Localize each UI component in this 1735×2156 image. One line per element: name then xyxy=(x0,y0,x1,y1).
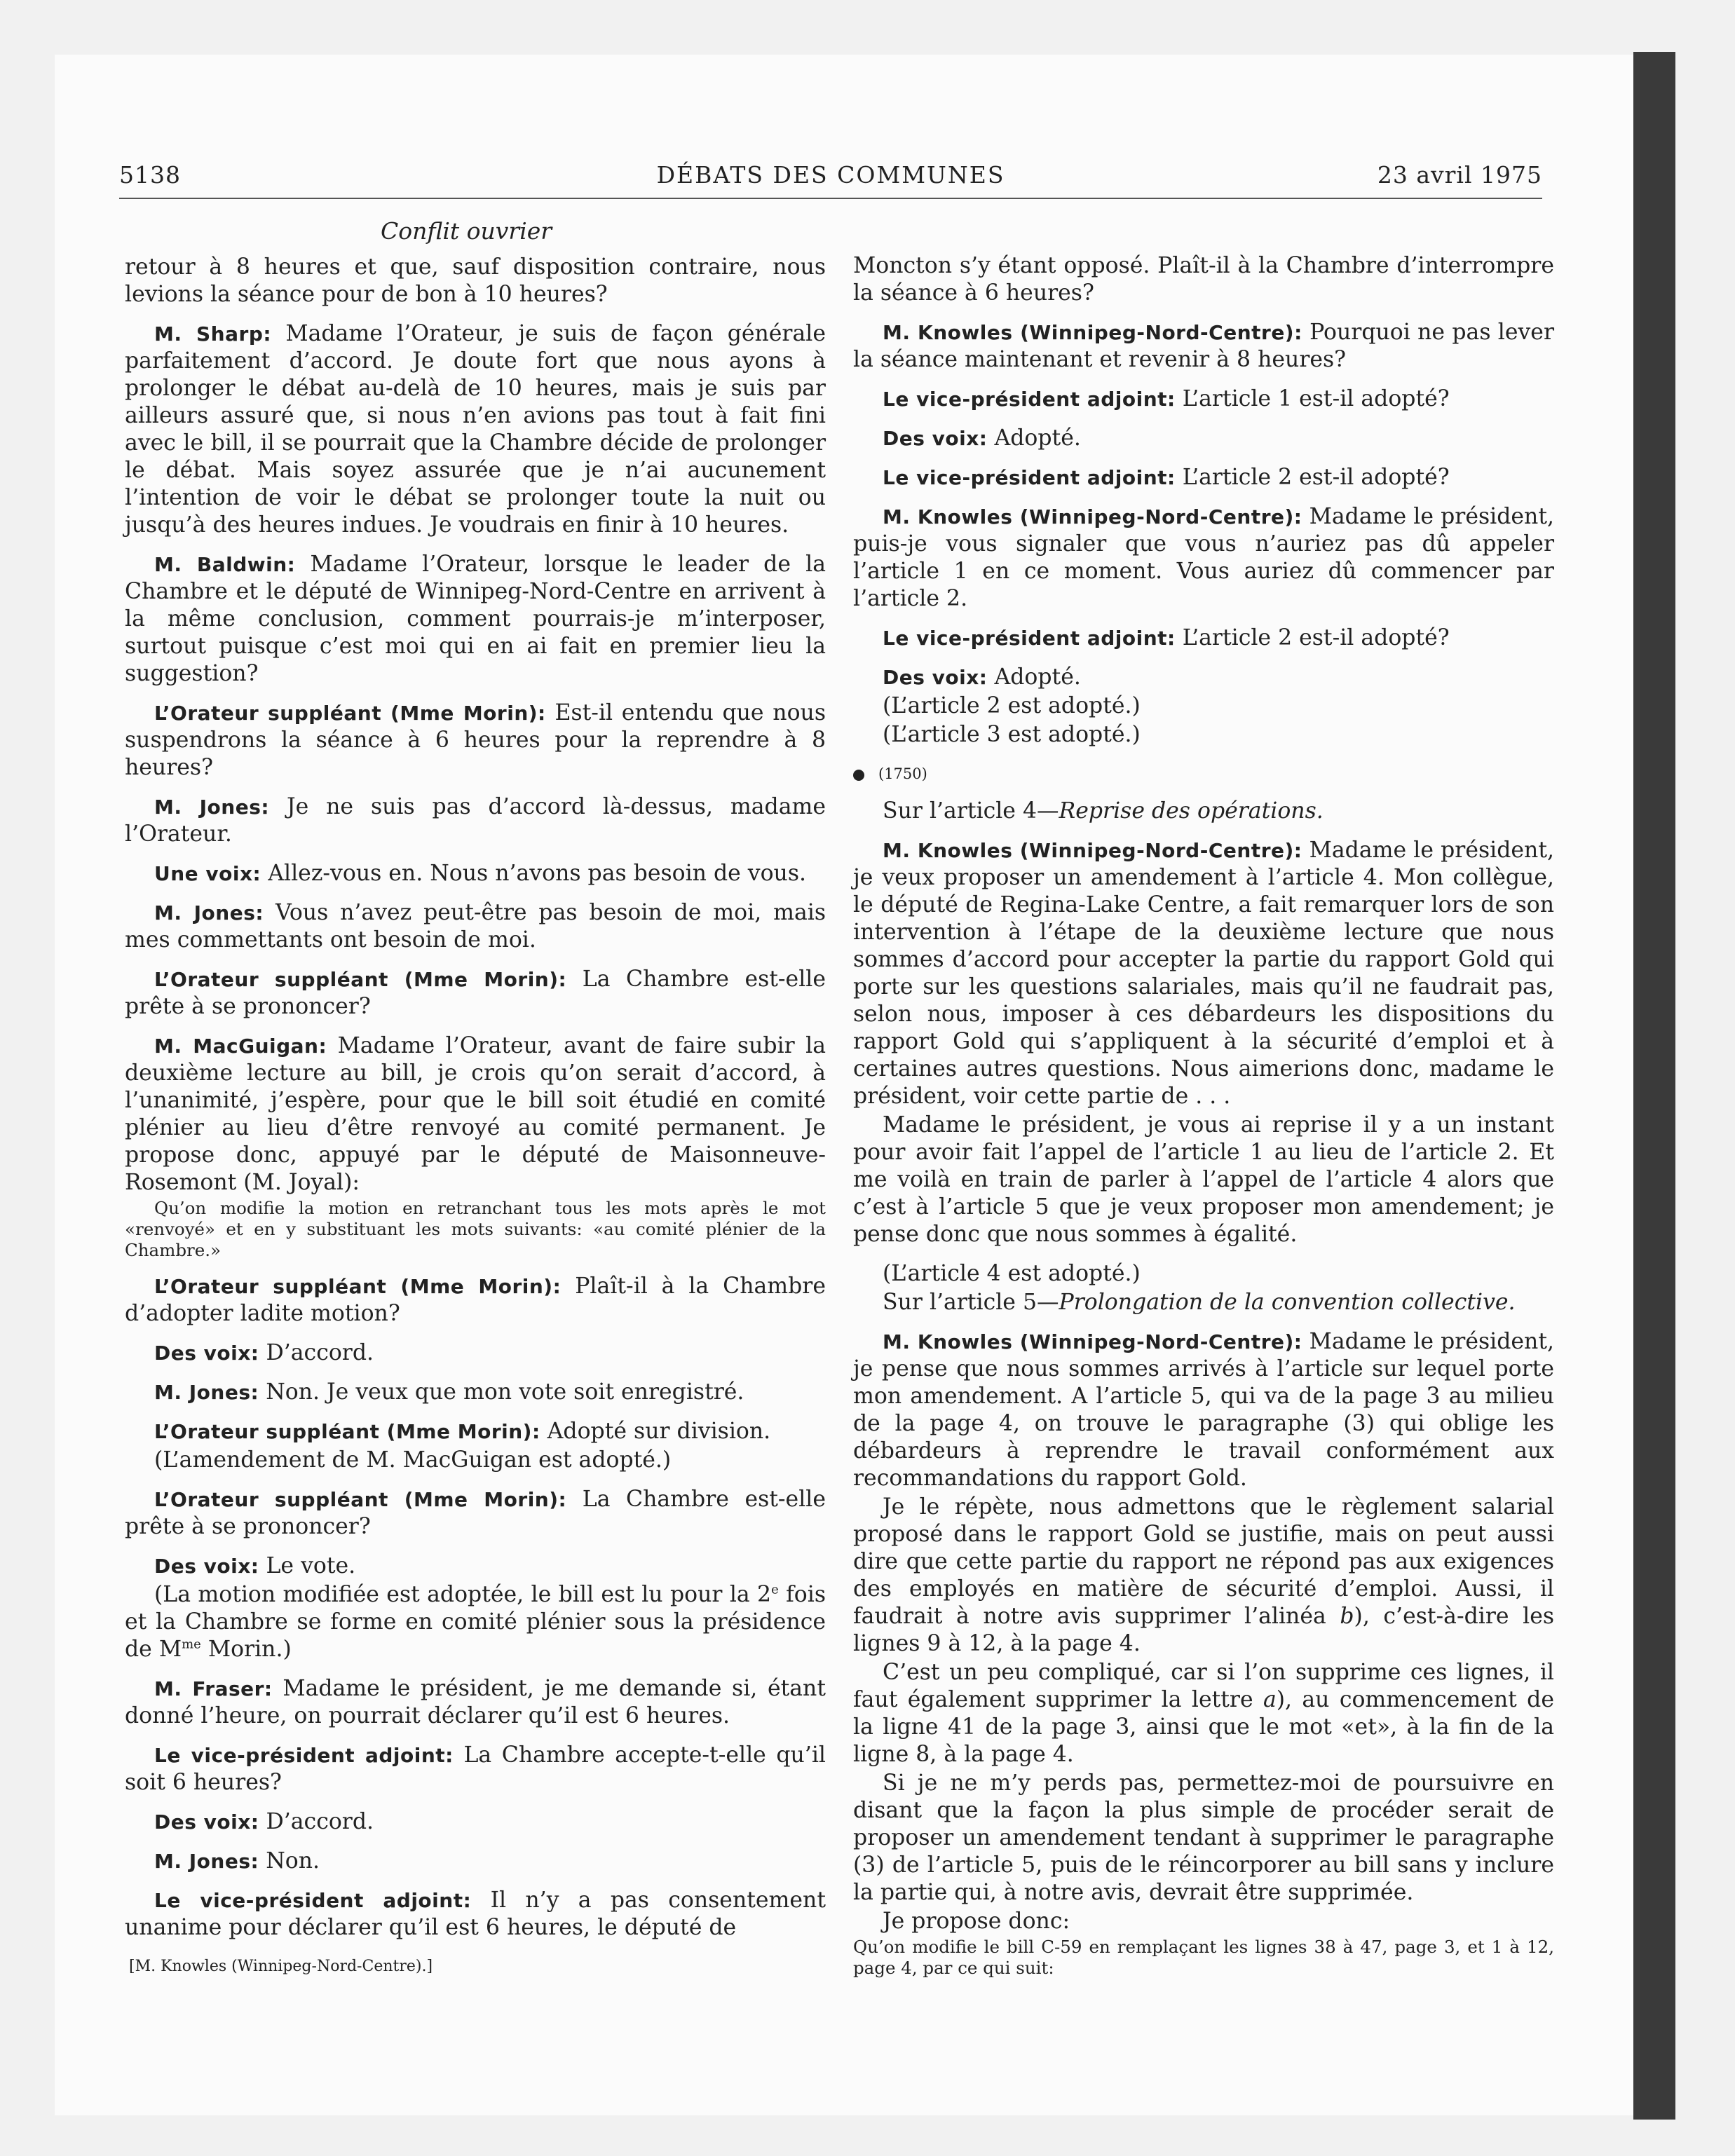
procedural-note: (L’amendement de M. MacGuigan est adopté.) xyxy=(154,1447,672,1473)
paragraph: C’est un peu compliqué, car si l’on supprime ces lignes, il faut également supprimer la lettre a), au commencement de la ligne 41 de la page 3, ainsi que le mot «et», à la fin de la ligne 8, à la page 4. xyxy=(853,1660,1554,1767)
speaker: Le vice-président adjoint: xyxy=(883,466,1176,489)
procedural-note: (La motion modifiée est adoptée, le bill est lu pour la 2e fois et la Chambre se forme en comité plénier sous la présidence de $M^{me}$ Morin.) xyxy=(125,1582,826,1662)
speech: Des voix: Le vote. xyxy=(154,1553,356,1578)
speech: M. Knowles (Winnipeg-Nord-Centre): Madame le président, je pense que nous sommes arrivés à l’article sur lequel porte mon amendement. A l’article 5, qui va de la page 3 au milieu de la page 4, on trouve le paragraphe (3) qui oblige les débardeurs à reprendre le travail conformément aux recommandations du rapport Gold. xyxy=(853,1329,1554,1491)
speaker: M. Knowles (Winnipeg-Nord-Centre): xyxy=(883,321,1302,344)
paragraph: Si je ne m’y perds pas, permettez-moi de poursuivre en disant que la façon la plus simple de procéder serait de proposer un amendement tendant à supprimer le paragraphe (3) de l’article 5, puis de le réincorporer au bill sans y inclure la partie qui, à notre avis, devrait être supprimée. xyxy=(853,1770,1554,1905)
speech: M. Jones: Non. xyxy=(154,1848,320,1874)
speech: M. Knowles (Winnipeg-Nord-Centre): Madame le président, puis-je vous signaler que vous n’auriez pas dû appeler l’article 1 en ce moment. Vous auriez dû commencer par l’article 2. xyxy=(853,504,1554,611)
speaker-footnote: [M. Knowles (Winnipeg-Nord-Centre).] xyxy=(129,1958,433,1975)
speech: Des voix: D’accord. xyxy=(154,1809,374,1834)
page-number: 5138 xyxy=(119,161,181,189)
speech: M. Knowles (Winnipeg-Nord-Centre): Pourquoi ne pas lever la séance maintenant et revenir à 8 heures? xyxy=(853,320,1554,372)
speaker: M. Jones: xyxy=(154,901,264,925)
clause-heading: Sur l’article 5—Prolongation de la convention collective. xyxy=(883,1290,1516,1315)
right-column xyxy=(853,252,1554,1991)
procedural-note: (L’article 2 est adopté.) xyxy=(883,693,1141,718)
speaker: Des voix: xyxy=(883,666,988,689)
speaker: M. MacGuigan: xyxy=(154,1035,327,1058)
speaker: M. Knowles (Winnipeg-Nord-Centre): xyxy=(883,505,1302,528)
speaker: L’Orateur suppléant (Mme Morin): xyxy=(154,1488,567,1511)
bullet-icon xyxy=(853,770,864,781)
speech: M. Jones: Non. Je veux que mon vote soit enregistré. xyxy=(154,1379,744,1405)
speaker: Le vice-président adjoint: xyxy=(883,627,1176,650)
motion-text: Qu’on modifie le bill C-59 en remplaçant les lignes 38 à 47, page 3, et 1 à 12, page 4, par ce qui suit: xyxy=(853,1937,1554,1978)
speaker: L’Orateur suppléant (Mme Morin): xyxy=(154,1275,562,1298)
speech: M. Knowles (Winnipeg-Nord-Centre): Madame le président, je veux proposer un amendement à l’article 4. Mon collègue, le député de Regina-Lake Centre, a fait remarquer lors de son intervention à l’étape de la deuxième lecture que nous sommes d’accord pour accepter la partie du rapport Gold qui porte sur les questions salariales, mais qu’il ne faudrait pas, selon nous, imposer à ces débardeurs les dispositions du rapport Gold qui s’appliquent à la sécurité d’emploi et à certaines autres questions. Nous aimerions donc, madame le président, voir cette partie de . . . xyxy=(853,838,1554,1109)
time-marker: (1750) xyxy=(853,760,1554,788)
running-header xyxy=(119,161,1542,199)
procedural-note: (L’article 3 est adopté.) xyxy=(883,722,1141,747)
speaker: Une voix: xyxy=(154,862,261,885)
publication-title: DÉBATS DES COMMUNES xyxy=(656,161,1005,189)
clause-heading: Sur l’article 4—Reprise des opérations. xyxy=(883,798,1324,824)
procedural-note: (L’article 4 est adopté.) xyxy=(883,1261,1141,1286)
speaker: Des voix: xyxy=(154,1342,259,1365)
speech: Le vice-président adjoint: Il n’y a pas consentement unanime pour déclarer qu’il est 6 heures, le député de xyxy=(125,1888,826,1940)
paragraph: Moncton s’y étant opposé. Plaît-il à la Chambre d’interrompre la séance à 6 heures? xyxy=(853,253,1554,306)
speaker: Des voix: xyxy=(154,1810,259,1834)
speech: Le vice-président adjoint: L’article 1 est-il adopté? xyxy=(883,386,1450,411)
speech: Une voix: Allez-vous en. Nous n’avons pas besoin de vous. xyxy=(154,861,807,886)
speech: M. Jones: Je ne suis pas d’accord là-dessus, madame l’Orateur. xyxy=(125,794,826,847)
speaker: M. Jones: xyxy=(154,1850,259,1873)
speaker: L’Orateur suppléant (Mme Morin): xyxy=(154,968,567,991)
paragraph: retour à 8 heures et que, sauf disposition contraire, nous levions la séance pour de bon à 10 heures? xyxy=(125,254,826,307)
speech: M. Jones: Vous n’avez peut-être pas besoin de moi, mais mes commettants ont besoin de moi. xyxy=(125,900,826,953)
speech: L’Orateur suppléant (Mme Morin): La Chambre est-elle prête à se prononcer? xyxy=(125,1487,826,1539)
speaker: Le vice-président adjoint: xyxy=(883,388,1176,411)
speaker: Le vice-président adjoint: xyxy=(154,1744,454,1767)
speaker: M. Fraser: xyxy=(154,1677,273,1700)
speaker: M. Baldwin: xyxy=(154,553,296,576)
speech: M. Baldwin: Madame l’Orateur, lorsque le leader de la Chambre et le député de Winnipeg-Nord-Centre en arrivent à la même conclusion, comment pourrais-je m’interposer, surtout puisque c’est moi qui en ai fait en premier lieu la suggestion? xyxy=(125,552,826,686)
speaker: M. Knowles (Winnipeg-Nord-Centre): xyxy=(883,1330,1302,1353)
paragraph: Je le répète, nous admettons que le règlement salarial proposé dans le rapport Gold se justifie, mais on peut aussi dire que cette partie du rapport ne répond pas aux exigences des employés en matière de sécurité d’emploi. Aussi, il faudrait à notre avis supprimer l’alinéa b), c’est-à-dire les lignes 9 à 12, à la page 4. xyxy=(853,1494,1554,1656)
speech: Le vice-président adjoint: L’article 2 est-il adopté? xyxy=(883,625,1450,650)
speech: L’Orateur suppléant (Mme Morin): La Chambre est-elle prête à se prononcer? xyxy=(125,967,826,1019)
speech: L’Orateur suppléant (Mme Morin): Est-il entendu que nous suspendrons la séance à 6 heures pour la reprendre à 8 heures? xyxy=(125,700,826,780)
speaker: L’Orateur suppléant (Mme Morin): xyxy=(154,1420,540,1443)
paragraph: Madame le président, je vous ai reprise il y a un instant pour avoir fait l’appel de l’article 1 au lieu de l’article 2. Et me voilà en train de parler à l’appel de l’article 4 alors que c’est à l’article 5 que je veux proposer mon amendement; je pense donc que nous sommes à égalité. xyxy=(853,1112,1554,1247)
speaker: Des voix: xyxy=(154,1555,259,1578)
speaker: Des voix: xyxy=(883,427,988,450)
speaker: L’Orateur suppléant (Mme Morin): xyxy=(154,702,546,725)
scan-edge xyxy=(1633,52,1675,2120)
speech: Le vice-président adjoint: L’article 2 est-il adopté? xyxy=(883,465,1450,490)
speech: Des voix: Adopté. xyxy=(883,425,1081,451)
speaker: M. Jones: xyxy=(154,796,270,819)
speech: M. Sharp: Madame l’Orateur, je suis de façon générale parfaitement d’accord. Je doute fort que nous ayons à prolonger le débat au-delà de 10 heures, mais je suis par ailleurs assuré que, si nous n’en avions pas tout à fait fini avec le bill, il se pourrait que la Chambre décide de prolonger le débat. Mais soyez assurée que je n’ai aucunement l’intention de voir le débat se prolonger toute la nuit ou jusqu’à des heures indues. Je voudrais en finir à 10 heures. xyxy=(125,321,826,538)
motion-text: Qu’on modifie la motion en retranchant tous les mots après le mot «renvoyé» et en y substituant les mots suivants: «au comité plénier de la Chambre.» xyxy=(125,1198,826,1260)
speech: M. MacGuigan: Madame l’Orateur, avant de faire subir la deuxième lecture au bill, je crois qu’on serait d’accord, à l’unanimité, j’espère, pour que le bill soit étudié en comité plénier au lieu d’être renvoyé au comité permanent. Je propose donc, appuyé par le député de Maisonneuve-Rosemont (M. Joyal): xyxy=(125,1033,826,1195)
issue-date: 23 avril 1975 xyxy=(1377,161,1542,189)
speech: Des voix: D’accord. xyxy=(154,1340,374,1365)
section-subject: Conflit ouvrier xyxy=(380,217,552,245)
speaker: M. Jones: xyxy=(154,1381,259,1404)
paragraph: Je propose donc: xyxy=(883,1909,1070,1934)
left-column xyxy=(125,254,826,1980)
speech: Des voix: Adopté. xyxy=(883,664,1081,690)
speaker: M. Sharp: xyxy=(154,322,272,346)
speech: L’Orateur suppléant (Mme Morin): Plaît-il à la Chambre d’adopter ladite motion? xyxy=(125,1274,826,1326)
speech: Le vice-président adjoint: La Chambre accepte-t-elle qu’il soit 6 heures? xyxy=(125,1742,826,1795)
speech: L’Orateur suppléant (Mme Morin): Adopté sur division. xyxy=(154,1419,771,1444)
speaker: M. Knowles (Winnipeg-Nord-Centre): xyxy=(883,839,1302,862)
speaker: Le vice-président adjoint: xyxy=(154,1889,472,1912)
speech: M. Fraser: Madame le président, je me demande si, étant donné l’heure, on pourrait déclarer qu’il est 6 heures. xyxy=(125,1676,826,1728)
